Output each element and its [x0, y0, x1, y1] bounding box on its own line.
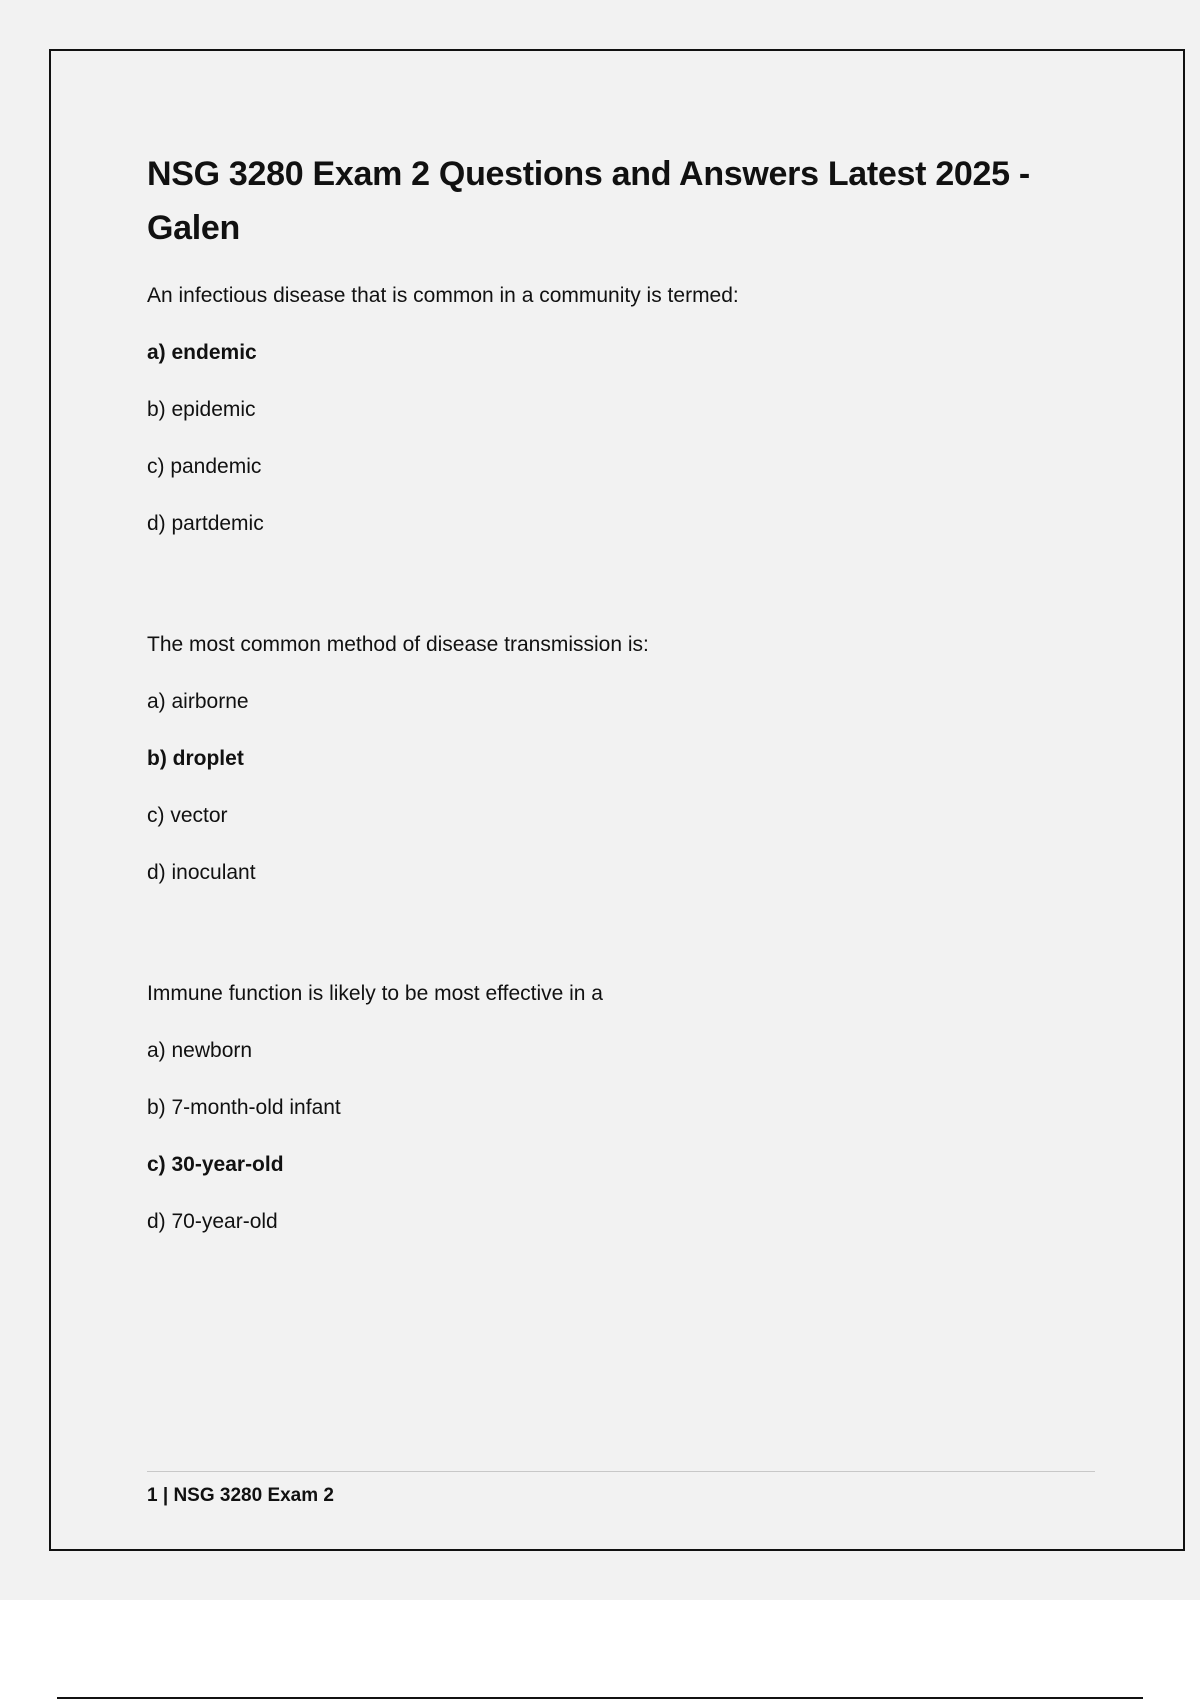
answer-option: d) inoculant	[147, 861, 256, 884]
answer-option: d) partdemic	[147, 512, 264, 535]
question-text: The most common method of disease transmission is:	[147, 633, 649, 656]
question-text: An infectious disease that is common in a community is termed:	[147, 284, 739, 307]
page-footer: 1 | NSG 3280 Exam 2	[147, 1485, 334, 1506]
answer-option: b) 7-month-old infant	[147, 1096, 341, 1119]
document-page	[49, 49, 1185, 1551]
answer-option-correct: a) endemic	[147, 341, 257, 364]
answer-option: a) newborn	[147, 1039, 253, 1062]
answer-option: a) airborne	[147, 690, 249, 713]
answer-option-correct: b) droplet	[147, 747, 244, 770]
question-text: Immune function is likely to be most effective in a	[147, 982, 603, 1005]
question-1	[147, 284, 1047, 536]
question-2	[147, 633, 1047, 885]
next-page-edge	[57, 1697, 1143, 1699]
answer-option-correct: c) 30-year-old	[147, 1153, 284, 1176]
answer-option: c) pandemic	[147, 455, 262, 478]
answer-option: d) 70-year-old	[147, 1210, 278, 1233]
footer-divider	[147, 1471, 1095, 1472]
question-3	[147, 982, 1047, 1234]
document-title: NSG 3280 Exam 2 Questions and Answers Latest 2025 - Galen	[147, 155, 1030, 247]
answer-option: c) vector	[147, 804, 228, 827]
answer-option: b) epidemic	[147, 398, 256, 421]
